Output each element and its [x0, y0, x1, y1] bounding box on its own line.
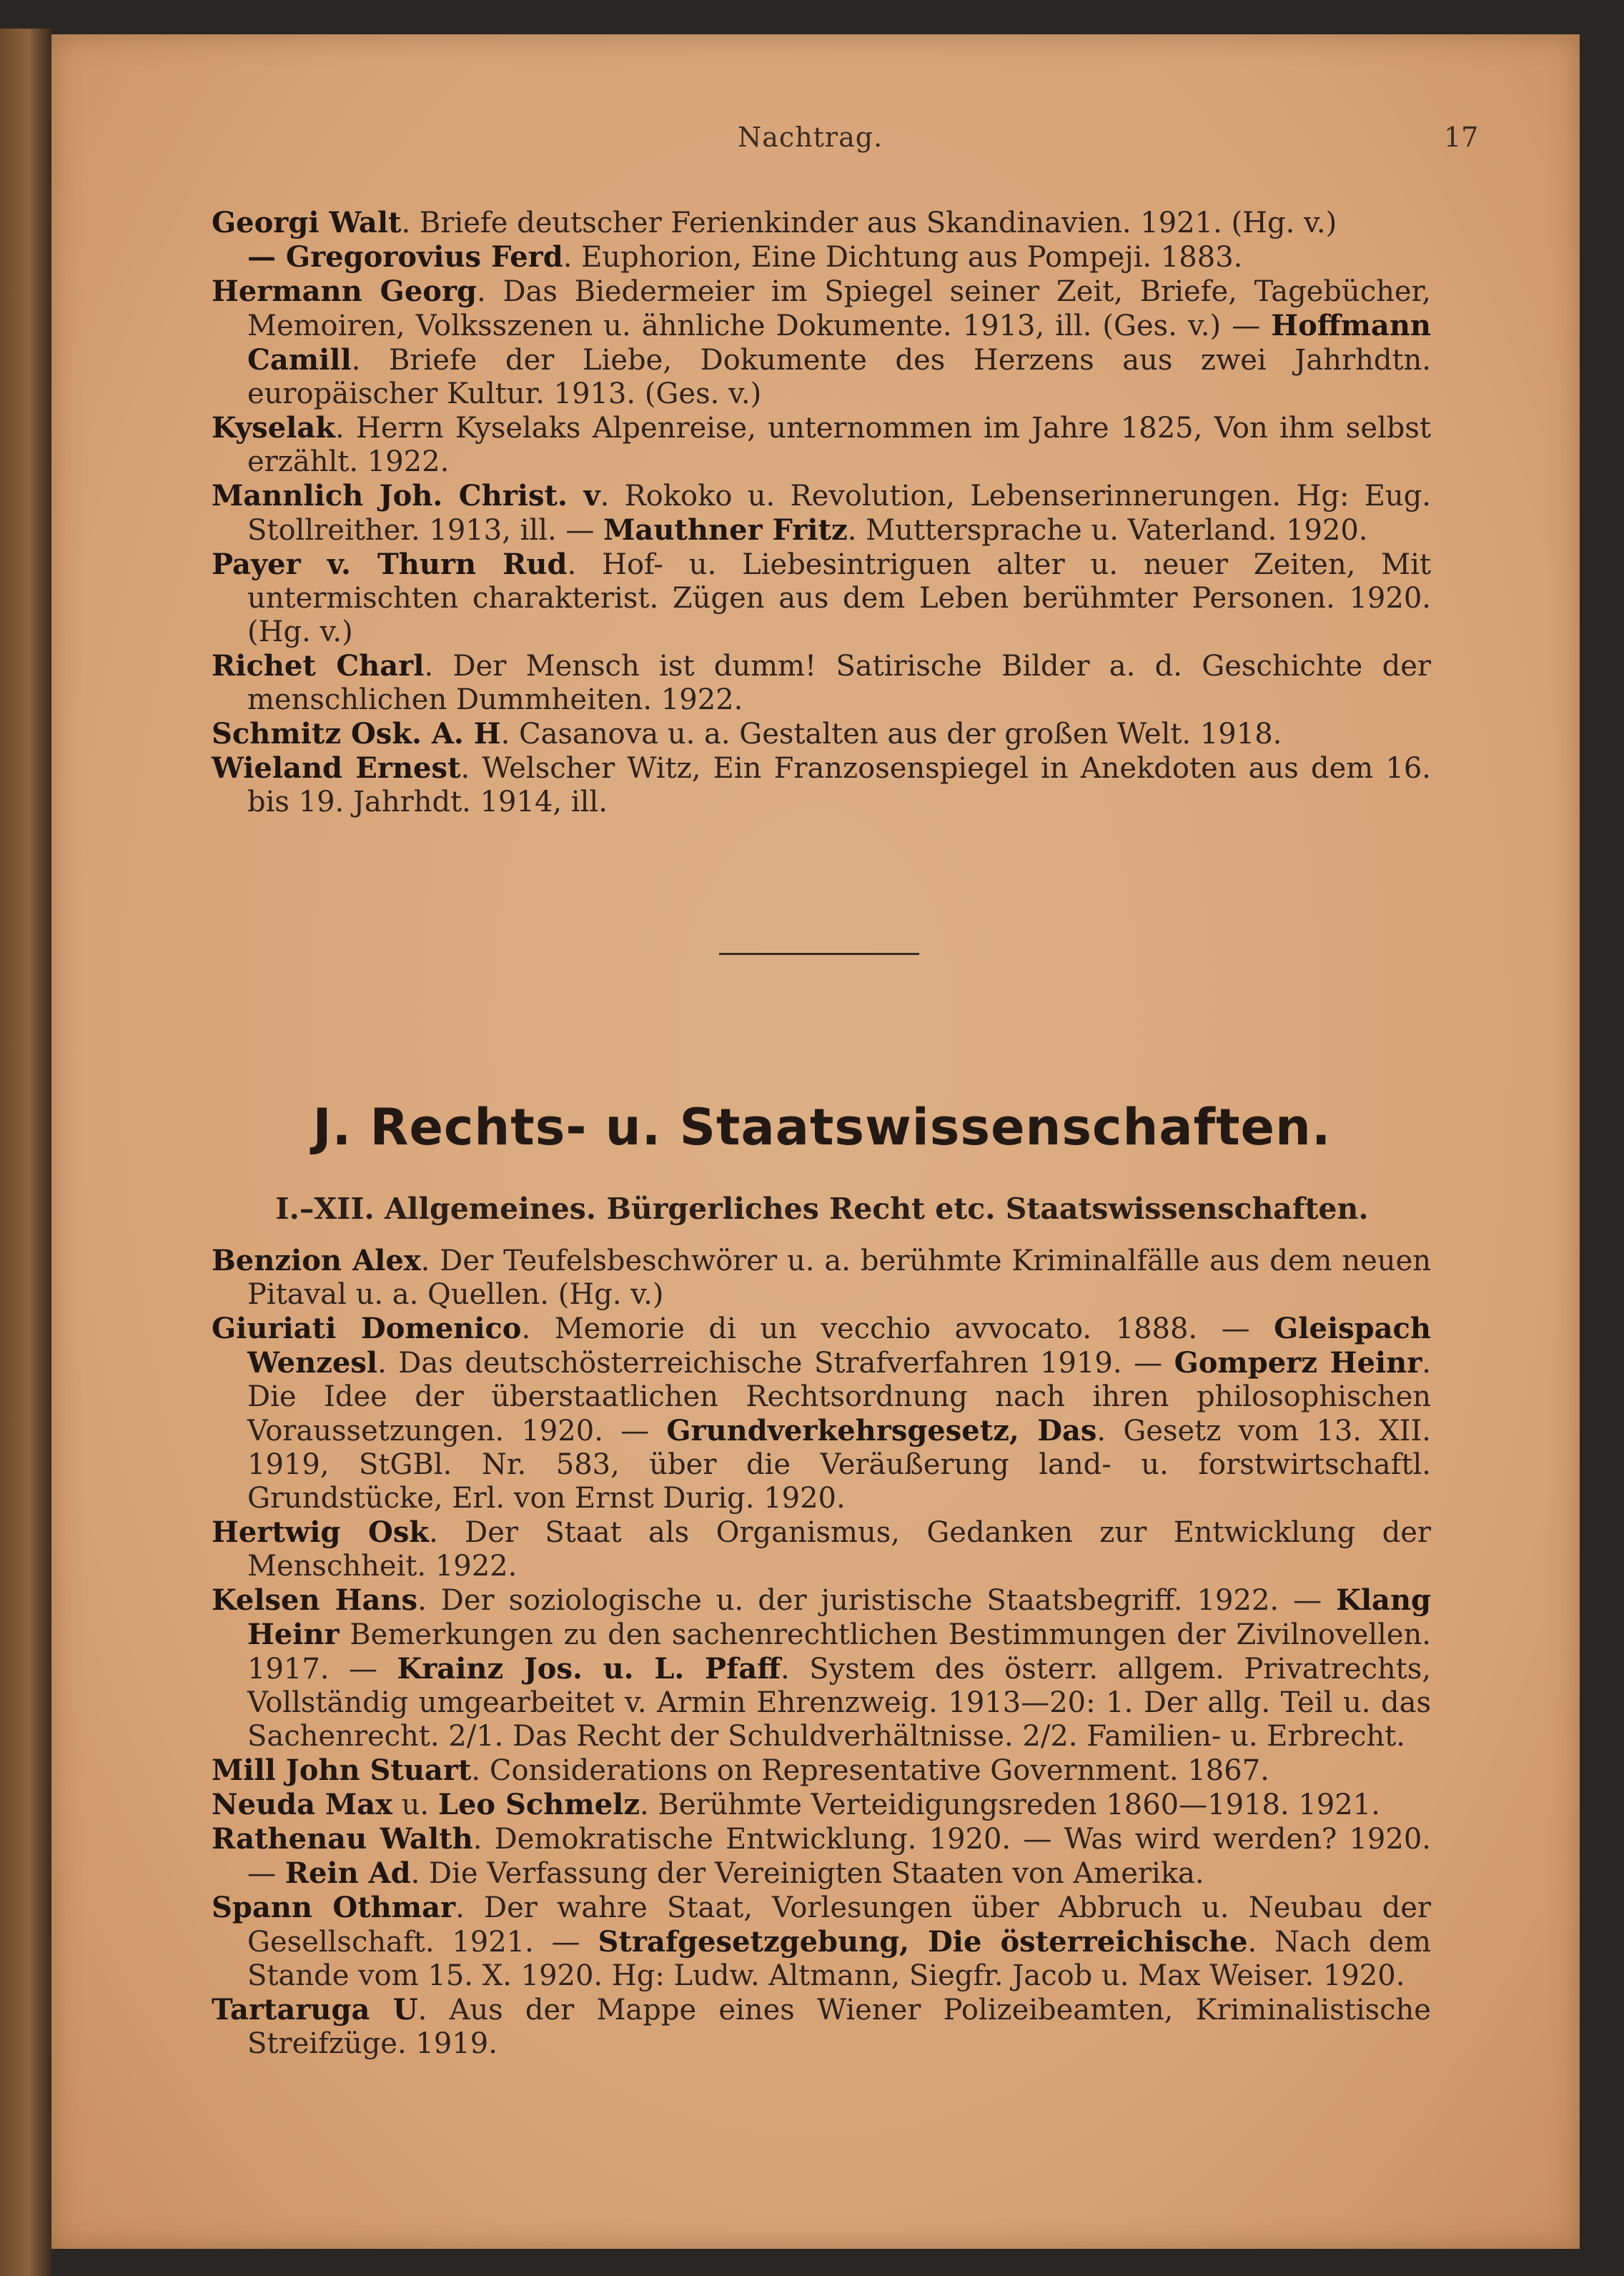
entry-text: . Briefe deutscher Ferienkinder aus Skandinavien. 1921. (Hg. v.) — [401, 207, 1337, 239]
entry-text: . Der Teufelsbeschwörer u. a. berühmte Kriminalfälle aus dem neuen Pitaval u. a. Quellen. (Hg. v.) — [247, 1245, 1431, 1311]
entry-text: . Muttersprache u. Vaterland. 1920. — [847, 514, 1368, 547]
bibliography-entry — [212, 1788, 1431, 1822]
bibliography-entry — [212, 1312, 1431, 1515]
author-name: Tartaruga U — [212, 1993, 418, 2027]
bibliography-entry — [212, 1244, 1431, 1312]
bibliography-entry — [212, 1891, 1431, 1993]
entry-text: . Demokratische Entwicklung. 1920. — Was wird werden? 1920. — — [247, 1823, 1431, 1890]
author-name: Hertwig Osk — [212, 1515, 430, 1549]
author-name: Wieland Ernest — [212, 751, 461, 785]
author-name: Rein Ad — [284, 1856, 411, 1890]
subsection-heading: I.–XII. Allgemeines. Bürgerliches Recht etc. Staatswissenschaften. — [275, 1192, 1369, 1226]
bibliography-entry — [212, 1993, 1431, 2061]
entry-text: . Casanova u. a. Gestalten aus der großen Welt. 1918. — [500, 718, 1282, 751]
book-spine-edge — [0, 29, 51, 2276]
bibliography-entry — [212, 649, 1431, 717]
entry-text: . Welscher Witz, Ein Franzosenspiegel in Anekdoten aus dem 16. bis 19. Jahrhdt. 1914, ill. — [247, 752, 1431, 818]
entry-text: . Aus der Mappe eines Wiener Polizeibeamten, Kriminalistische Streifzüge. 1919. — [247, 1994, 1431, 2060]
bibliography-entry — [212, 751, 1431, 819]
entry-text: . Memorie di un vecchio avvocato. 1888. — — [521, 1312, 1274, 1345]
author-name: Spann Othmar — [212, 1891, 456, 1924]
entry-text: . Der Staat als Organismus, Gedanken zur Entwicklung der Menschheit. 1922. — [247, 1516, 1431, 1583]
entry-text: . Der Mensch ist dumm! Satirische Bilder a. d. Geschichte der menschlichen Dummheiten. 1922. — [247, 650, 1431, 716]
bibliography-entry — [212, 1822, 1431, 1891]
entry-text: . Gesetz vom 13. XII. 1919, StGBl. Nr. 583, über die Veräußerung land- u. forstwirtschaftl. Grundstücke, Erl. von Ernst Durig. 1920. — [247, 1415, 1431, 1515]
author-name: Mill John Stuart — [212, 1753, 472, 1787]
entry-text: . Nach dem Stande vom 15. X. 1920. Hg: Ludw. Altmann, Siegfr. Jacob u. Max Weiser. 1920. — [247, 1926, 1431, 1992]
bibliography-entry — [212, 411, 1431, 479]
bibliography-entry — [212, 1583, 1431, 1753]
entry-text: . Das deutschösterreichische Strafverfahren 1919. — — [377, 1347, 1174, 1380]
law-entry-list — [212, 1244, 1431, 2061]
bibliography-entry — [212, 1753, 1431, 1788]
entry-text: . Herrn Kyselaks Alpenreise, unternommen im Jahre 1825, Von ihm selbst erzählt. 1922. — [247, 412, 1431, 478]
author-name: Strafgesetzgebung, Die österreichische — [598, 1925, 1248, 1959]
entry-text: Bemerkungen zu den sachenrechtlichen Bestimmungen der Zivilnovellen. 1917. — — [247, 1618, 1431, 1686]
entry-text: . Euphorion, Eine Dichtung aus Pompeji. 1883. — [563, 241, 1243, 274]
bibliography-entry — [212, 479, 1431, 548]
bibliography-entry — [212, 206, 1431, 274]
bibliography-entry — [212, 274, 1431, 411]
author-name: Benzion Alex — [212, 1244, 421, 1277]
author-name: Giuriati Domenico — [212, 1312, 522, 1345]
entry-text: . Briefe der Liebe, Dokumente des Herzens aus zwei Jahrhdtn. europäischer Kultur. 1913. (Ges. v.) — [247, 344, 1431, 410]
author-name: Klang Heinr — [247, 1583, 1431, 1651]
author-name: Richet Charl — [212, 649, 425, 683]
author-name: Gleispach Wenzesl — [247, 1312, 1431, 1380]
author-name: Kyselak — [212, 411, 336, 445]
entry-text: . Der soziologische u. der juristische Staatsbegriff. 1922. — — [417, 1584, 1337, 1617]
author-name: Leo Schmelz — [437, 1788, 640, 1821]
author-name: Neuda Max — [212, 1788, 392, 1821]
entry-text: . System des österr. allgem. Privatrechts, Vollständig umgearbeitet v. Armin Ehrenzweig. 1913—20: 1. Der allg. Teil u. das Sachenrecht. 2/1. Das Recht der Schuldverhältnisse. 2/2. Familien- u. Erbrecht. — [247, 1653, 1431, 1753]
page-number: 17 — [1444, 122, 1479, 153]
entry-text: . Das Biedermeier im Spiegel seiner Zeit, Briefe, Tagebücher, Memoiren, Volksszenen u. ähnliche Dokumente. 1913, ill. (Ges. v.) — — [247, 275, 1431, 342]
author-name: Georgi Walt — [212, 206, 402, 239]
entry-text: . Berühmte Verteidigungsreden 1860—1918. 1921. — [640, 1788, 1380, 1821]
author-name: Mannlich Joh. Christ. v — [212, 479, 600, 513]
entry-text: . Rokoko u. Revolution, Lebenserinnerungen. Hg: Eug. Stollreither. 1913, ill. — — [247, 480, 1431, 547]
author-name: — Gregorovius Ferd — [247, 240, 563, 274]
section-divider — [719, 953, 919, 955]
author-name: Schmitz Osk. A. H — [212, 717, 501, 751]
supplement-entry-list — [212, 206, 1431, 819]
author-name: Rathenau Walth — [212, 1822, 473, 1856]
running-header — [51, 114, 1580, 157]
entry-text: . Der wahre Staat, Vorlesungen über Abbruch u. Neubau der Gesellschaft. 1921. — — [247, 1891, 1431, 1959]
entry-text: . Hof- u. Liebesintriguen alter u. neuer Zeiten, Mit untermischten charakterist. Zügen aus dem Leben berühmter Personen. 1920. (Hg. v.) — [247, 548, 1431, 648]
entry-text: u. — [392, 1788, 438, 1821]
author-name: Mauthner Fritz — [603, 513, 848, 547]
entry-text: . Die Verfassung der Vereinigten Staaten von Amerika. — [410, 1857, 1204, 1890]
bibliography-entry — [212, 1515, 1431, 1583]
entry-text: . Die Idee der überstaatlichen Rechtsordnung nach ihren philosophischen Voraussetzungen. 1920. — — [247, 1347, 1431, 1448]
bibliography-entry — [212, 548, 1431, 649]
author-name: Grundverkehrsgesetz, Das — [666, 1414, 1097, 1448]
author-name: Kelsen Hans — [212, 1583, 418, 1617]
entry-text: . Considerations on Representative Government. 1867. — [471, 1754, 1269, 1787]
author-name: Hermann Georg — [212, 274, 477, 308]
running-title: Nachtrag. — [738, 122, 883, 153]
bibliography-entry — [212, 717, 1431, 751]
author-name: Payer v. Thurn Rud — [212, 548, 568, 581]
section-heading: J. Rechts- u. Staatswissenschaften. — [312, 1098, 1332, 1157]
author-name: Krainz Jos. u. L. Pfaff — [397, 1652, 781, 1686]
author-name: Gomperz Heinr — [1174, 1346, 1422, 1380]
author-name: Hoffmann Camill — [247, 309, 1431, 377]
